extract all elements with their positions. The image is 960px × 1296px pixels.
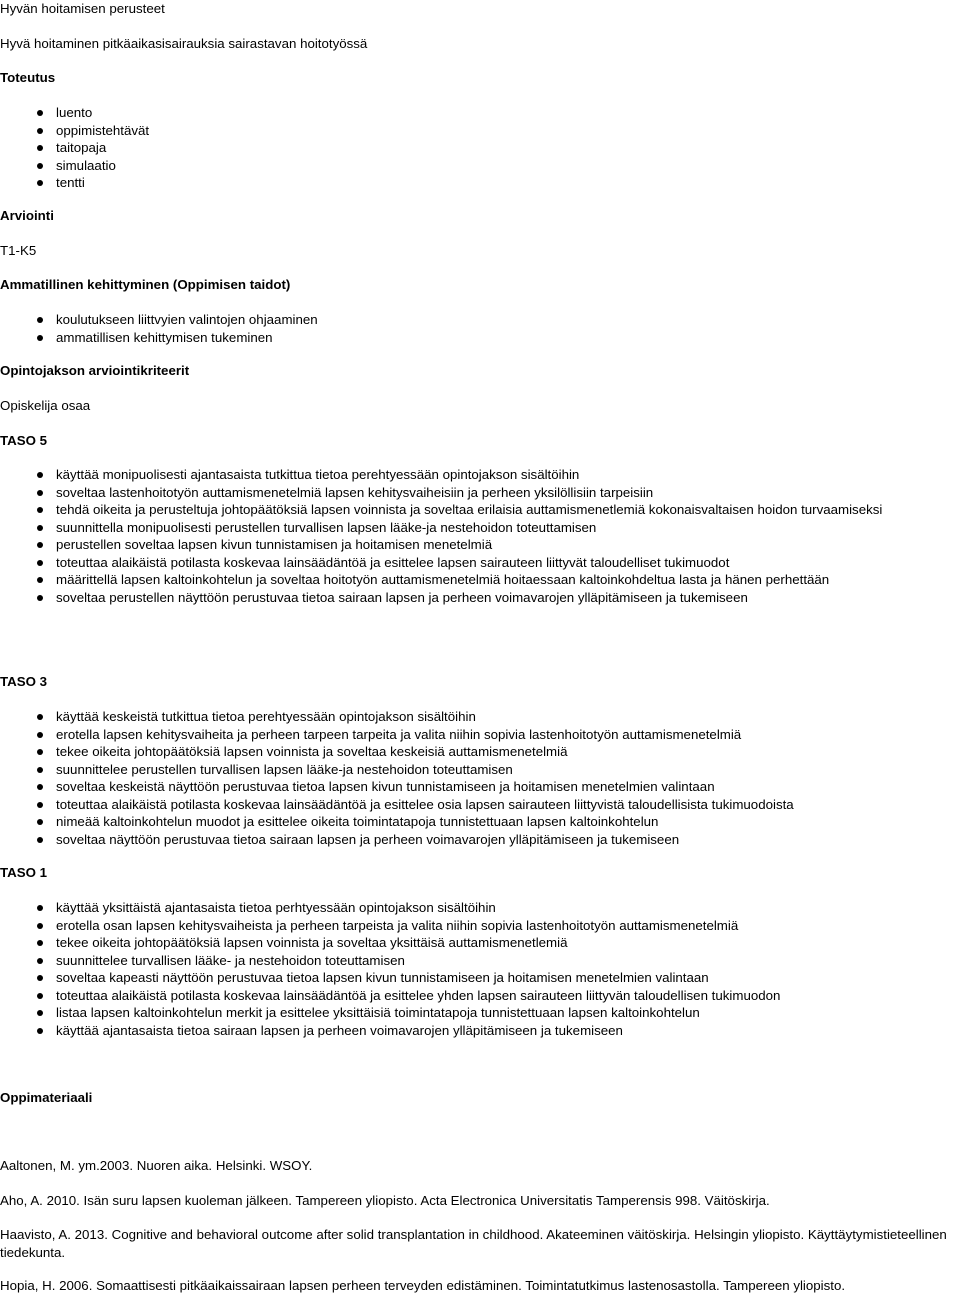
toteutus-heading: Toteutus (0, 70, 56, 85)
course-title: Hyvä hoitaminen pitkäaikasisairauksia sairastavan hoitotyössä (0, 36, 368, 51)
list-item: soveltaa lastenhoitotyön auttamismenetelmiä lapsen kehitysvaiheisiin ja perheen yksilöllisiin tarpeisiin (0, 484, 958, 502)
list-item: toteuttaa alaikäistä potilasta koskevaa lainsäädäntöä ja esittelee osia lapsen sairauteen liittyvistä taloudellisista tukimuodoista (0, 796, 958, 814)
list-item: nimeää kaltoinkohtelun muodot ja esittelee oikeita toimintatapoja tunnistettuaan lapsen kaltoinkohtelun (0, 813, 958, 831)
list-item: soveltaa perustellen näyttöön perustuvaa tietoa sairaan lapsen ja perheen voimavarojen ylläpitämiseen ja tukemiseen (0, 589, 958, 607)
reference-item: Aho, A. 2010. Isän suru lapsen kuoleman jälkeen. Tampereen yliopisto. Acta Electronica Universitatis Tamperensis 998. Väitöskirja. (0, 1193, 770, 1208)
list-item: soveltaa näyttöön perustuvaa tietoa sairaan lapsen ja perheen voimavarojen ylläpitämiseen ja tukemiseen (0, 831, 958, 849)
list-item: oppimistehtävät (0, 122, 958, 140)
breadcrumb: Hyvän hoitamisen perusteet (0, 1, 165, 16)
taso3-heading: TASO 3 (0, 674, 48, 689)
reference-item: Aaltonen, M. ym.2003. Nuoren aika. Helsinki. WSOY. (0, 1158, 313, 1173)
list-item: käyttää ajantasaista tietoa sairaan lapsen ja perheen voimavarojen ylläpitämiseen ja tukemiseen (0, 1022, 958, 1040)
taso3-list (0, 708, 958, 848)
list-item: erotella lapsen kehitysvaiheita ja perheen tarpeen tarpeita ja valita niihin sopivia lastenhoitotyön auttamismenetelmiä (0, 726, 958, 744)
taso1-list (0, 899, 958, 1039)
kriteerit-subheading: Opiskelija osaa (0, 398, 91, 413)
list-item: koulutukseen liittvyien valintojen ohjaaminen (0, 311, 958, 329)
taso1-heading: TASO 1 (0, 865, 48, 880)
oppimateriaali-heading: Oppimateriaali (0, 1090, 93, 1105)
list-item: suunnittella monipuolisesti perustellen turvallisen lapsen lääke-ja nestehoidon toteuttamisen (0, 519, 958, 537)
list-item: käyttää keskeistä tutkittua tietoa perehtyessään opintojakson sisältöihin (0, 708, 958, 726)
list-item: perustellen soveltaa lapsen kivun tunnistamisen ja hoitamisen menetelmiä (0, 536, 958, 554)
list-item: määrittellä lapsen kaltoinkohtelun ja soveltaa hoitotyön auttamismenetelmiä hoitaessaan kaltoinkohdeltua lasta ja hänen perhettään (0, 571, 958, 589)
list-item: taitopaja (0, 139, 958, 157)
arviointi-scale: T1-K5 (0, 243, 37, 258)
list-item: tekee oikeita johtopäätöksiä lapsen voinnista ja soveltaa keskeisiä auttamismenetelmiä (0, 743, 958, 761)
list-item: toteuttaa alaikäistä potilasta koskevaa lainsäädäntöä ja esittelee yhden lapsen sairauteen liittyvän taloudellisen tukimuodon (0, 987, 958, 1005)
list-item: tekee oikeita johtopäätöksiä lapsen voinnista ja soveltaa yksittäisä auttamismenetlemiä (0, 934, 958, 952)
kriteerit-heading: Opintojakson arviointikriteerit (0, 363, 190, 378)
ammatillinen-heading: Ammatillinen kehittyminen (Oppimisen taidot) (0, 277, 291, 292)
toteutus-list (0, 104, 958, 192)
list-item: tentti (0, 174, 958, 192)
taso5-list (0, 466, 958, 606)
arviointi-heading: Arviointi (0, 208, 54, 223)
reference-item: Hopia, H. 2006. Somaattisesti pitkäaikaissairaan lapsen perheen terveyden edistäminen. Toimintatutkimus lastenosastolla. Tampereen yliopisto. (0, 1278, 846, 1293)
list-item: suunnittelee perustellen turvallisen lapsen lääke-ja nestehoidon toteuttamisen (0, 761, 958, 779)
list-item: soveltaa keskeistä näyttöön perustuvaa tietoa lapsen kivun tunnistamiseen ja hoitamisen menetelmien valintaan (0, 778, 958, 796)
list-item: käyttää monipuolisesti ajantasaista tutkittua tietoa perehtyessään opintojakson sisältöihin (0, 466, 958, 484)
list-item: tehdä oikeita ja perusteltuja johtopäätöksiä lapsen voinnista ja soveltaa erilaisia auttamismenetlemiä kokonaisvaltaisen hoidon turvaamiseksi (0, 501, 958, 519)
list-item: erotella osan lapsen kehitysvaiheista ja perheen tarpeista ja valita niihin sopivia lastenhoitotyön auttamismenetelmiä (0, 917, 958, 935)
list-item: käyttää yksittäistä ajantasaista tietoa perhtyessään opintojakson sisältöihin (0, 899, 958, 917)
taso5-heading: TASO 5 (0, 433, 48, 448)
list-item: simulaatio (0, 157, 958, 175)
ammatillinen-list (0, 311, 958, 346)
list-item: luento (0, 104, 958, 122)
list-item: toteuttaa alaikäistä potilasta koskevaa lainsäädäntöä ja esittelee lapsen sairauteen liittyvät taloudelliset tukimuodot (0, 554, 958, 572)
reference-item: Haavisto, A. 2013. Cognitive and behavioral outcome after solid transplantation in childhood. Akateeminen väitöskirja. Helsingin yliopisto. Käyttäytymistieteellinen tiedekunta. (0, 1227, 947, 1260)
list-item: listaa lapsen kaltoinkohtelun merkit ja esittelee yksittäisiä toimintatapoja tunnistettuaan lapsen kaltoinkohtelun (0, 1004, 958, 1022)
list-item: soveltaa kapeasti näyttöön perustuvaa tietoa lapsen kivun tunnistamiseen ja hoitamisen menetelmien valintaan (0, 969, 958, 987)
list-item: suunnittelee turvallisen lääke- ja nestehoidon toteuttamisen (0, 952, 958, 970)
list-item: ammatillisen kehittymisen tukeminen (0, 329, 958, 347)
